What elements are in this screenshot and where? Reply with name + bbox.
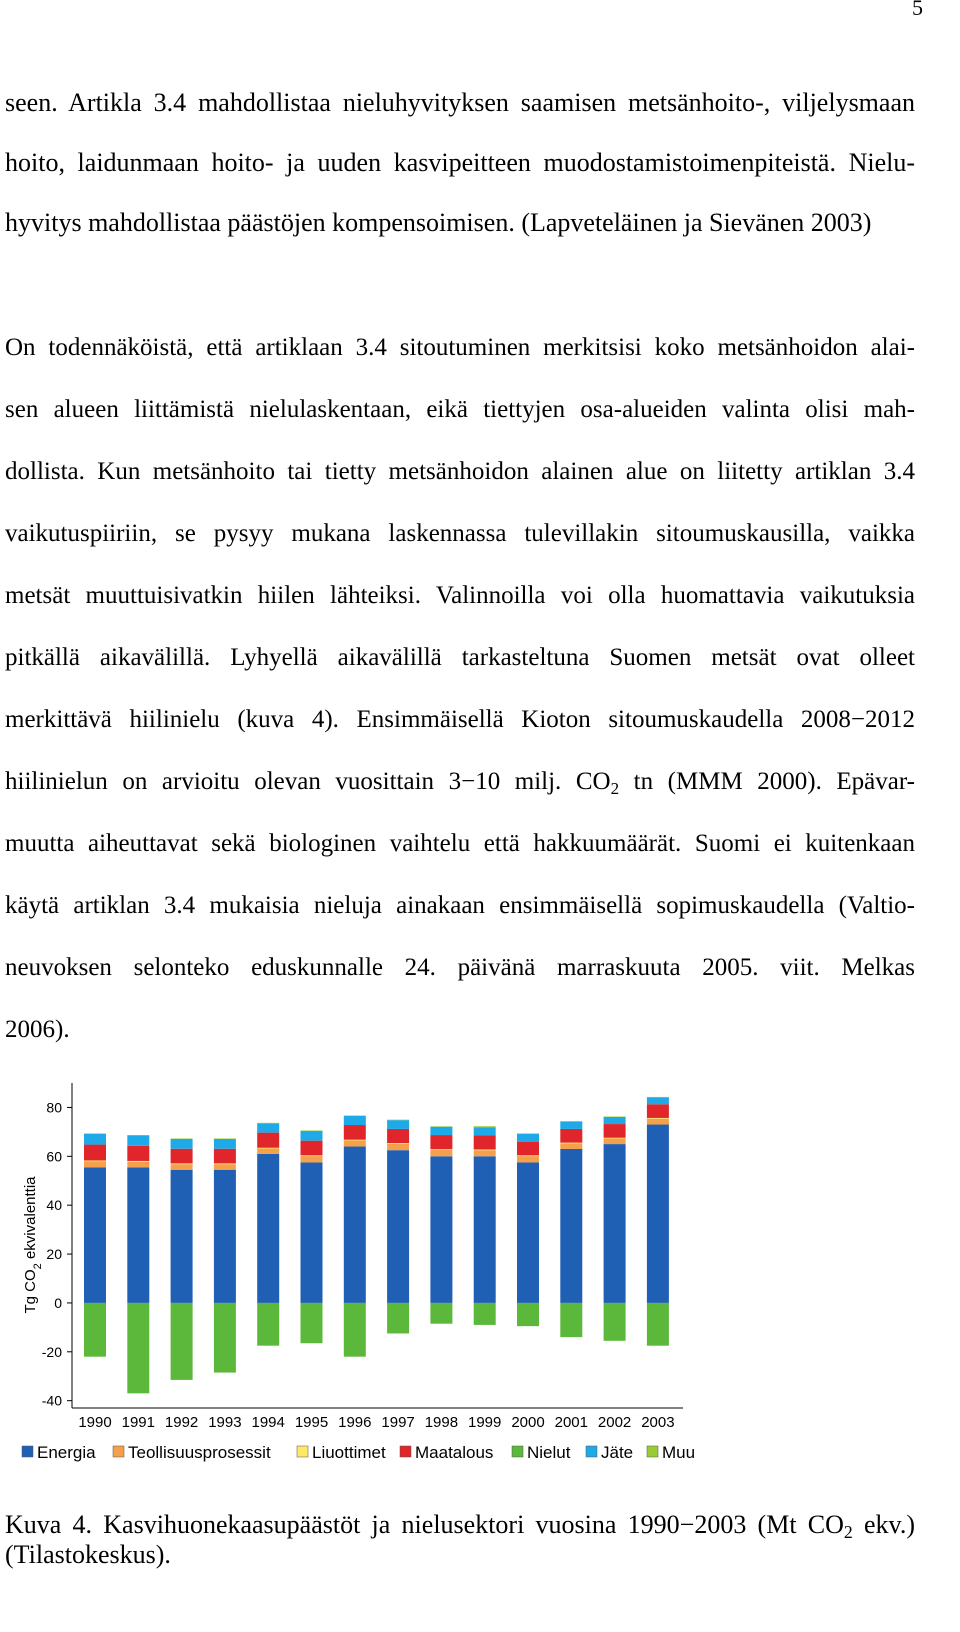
body-text-line: On todennäköistä, että artiklaan 3.4 sitoutuminen merkitsisi koko metsänhoidon alai- (5, 334, 915, 361)
x-labels (78, 1414, 674, 1431)
bar-nielut-2002 (604, 1303, 626, 1341)
bar-liuottimet-2002 (604, 1138, 626, 1139)
bar-energia-1996 (344, 1147, 366, 1303)
bar-nielut-1992 (171, 1303, 193, 1380)
bar-teollisuusprosessit-1991 (127, 1162, 149, 1168)
bar-jate-2002 (604, 1117, 626, 1124)
legend-swatch-liuottimet (297, 1446, 308, 1457)
text-segment: hiilinielun on arvioitu olevan vuosittain 3−10 milj. CO (5, 768, 611, 795)
bar-liuottimet-1996 (344, 1140, 366, 1141)
bar-nielut-1996 (344, 1303, 366, 1357)
bar-teollisuusprosessit-1998 (430, 1150, 452, 1156)
bar-nielut-2003 (647, 1303, 669, 1346)
bar-jate-1991 (127, 1136, 149, 1146)
body-text-line: neuvoksen selonteko eduskunnalle 24. päivänä marraskuuta 2005. viit. Melkas (5, 954, 915, 981)
bar-maatalous-2002 (604, 1124, 626, 1138)
body-text-line: käytä artiklan 3.4 mukaisia nieluja ainakaan ensimmäisellä sopimuskaudella (Valtio- (5, 892, 915, 919)
legend-swatch-muu (647, 1446, 658, 1457)
bar-nielut-1997 (387, 1303, 409, 1334)
bar-liuottimet-1993 (214, 1163, 236, 1164)
x-tick-label: 2001 (554, 1414, 588, 1431)
x-tick-label: 2003 (641, 1414, 675, 1431)
bar-nielut-2000 (517, 1303, 539, 1326)
bar-jate-2003 (647, 1097, 669, 1104)
text-segment: tn (MMM 2000). Epävar- (619, 768, 915, 795)
bar-teollisuusprosessit-2001 (560, 1143, 582, 1149)
bar-energia-2001 (560, 1149, 582, 1303)
figure-caption (5, 1509, 915, 1541)
x-tick-label: 1995 (294, 1414, 329, 1431)
x-tick-label: 2000 (511, 1414, 545, 1431)
bar-maatalous-1997 (387, 1129, 409, 1143)
body-text-line: vaikutuspiiriin, se pysyy mukana laskennassa tulevillakin sitoumuskausilla, vaikka (5, 520, 915, 547)
body-text-line: muutta aiheuttavat sekä biologinen vaihtelu että hakkuumäärät. Suomi ei kuitenkaan (5, 830, 915, 857)
x-tick-label: 1990 (78, 1414, 112, 1431)
legend-label: Jäte (601, 1443, 634, 1462)
bar-nielut-2001 (560, 1303, 582, 1337)
bar-jate-1993 (214, 1139, 236, 1149)
bar-nielut-1995 (301, 1303, 323, 1343)
x-tick-label: 1997 (381, 1414, 415, 1431)
y-ticks (42, 1099, 72, 1408)
x-tick-label: 2002 (597, 1414, 632, 1431)
bar-liuottimet-1991 (127, 1161, 149, 1162)
legend-label: Teollisuusprosessit (128, 1443, 271, 1462)
bar-maatalous-2001 (560, 1129, 582, 1143)
bar-jate-1995 (301, 1131, 323, 1141)
legend (22, 1443, 695, 1462)
legend-swatch-maatalous (400, 1446, 411, 1457)
bar-nielut-1990 (84, 1303, 106, 1357)
body-text-line: pitkällä aikavälillä. Lyhyellä aikavälillä tarkasteltuna Suomen metsät ovat olleet (5, 644, 915, 671)
y-tick-label: -40 (41, 1392, 62, 1409)
bar-liuottimet-1998 (430, 1149, 452, 1150)
body-text-line: 2006). (5, 1016, 70, 1043)
bar-maatalous-1996 (344, 1125, 366, 1140)
bar-liuottimet-2003 (647, 1118, 669, 1119)
bar-energia-1990 (84, 1167, 106, 1303)
bar-muu-1999 (474, 1126, 496, 1127)
bar-energia-1991 (127, 1167, 149, 1303)
bar-nielut-1998 (430, 1303, 452, 1324)
bar-liuottimet-2000 (517, 1155, 539, 1156)
bar-energia-1998 (430, 1156, 452, 1303)
bar-teollisuusprosessit-1995 (301, 1156, 323, 1162)
bar-liuottimet-1997 (387, 1143, 409, 1144)
bar-teollisuusprosessit-1992 (171, 1164, 193, 1170)
bar-maatalous-1991 (127, 1146, 149, 1161)
bar-energia-1999 (474, 1156, 496, 1303)
y-axis-label-subscript: 2 (32, 1263, 44, 1270)
bar-teollisuusprosessit-1997 (387, 1144, 409, 1150)
bar-teollisuusprosessit-1993 (214, 1164, 236, 1170)
bar-teollisuusprosessit-1996 (344, 1140, 366, 1146)
bar-energia-2002 (604, 1144, 626, 1303)
y-tick-label: 0 (54, 1294, 62, 1311)
bar-teollisuusprosessit-1999 (474, 1150, 496, 1156)
bar-maatalous-1992 (171, 1149, 193, 1164)
bar-liuottimet-2001 (560, 1143, 582, 1144)
body-text-line: sen alueen liittämistä nielulaskentaan, eikä tiettyjen osa-alueiden valinta olisi mah- (5, 396, 915, 423)
bar-maatalous-1999 (474, 1136, 496, 1150)
bar-energia-2000 (517, 1162, 539, 1303)
bar-energia-1995 (301, 1162, 323, 1303)
bar-jate-1992 (171, 1139, 193, 1149)
legend-swatch-jate (586, 1446, 597, 1457)
page-number: 5 (912, 0, 923, 20)
bar-teollisuusprosessit-2002 (604, 1138, 626, 1144)
bar-maatalous-1990 (84, 1145, 106, 1161)
bar-maatalous-1995 (301, 1141, 323, 1156)
x-tick-label: 1998 (424, 1414, 459, 1431)
legend-label: Muu (662, 1443, 696, 1462)
body-text-line: merkittävä hiilinielu (kuva 4). Ensimmäisellä Kioton sitoumuskaudella 2008−2012 (5, 706, 915, 733)
bar-nielut-1993 (214, 1303, 236, 1373)
bar-jate-1990 (84, 1134, 106, 1145)
bar-jate-1998 (430, 1127, 452, 1135)
bar-jate-2000 (517, 1134, 539, 1142)
x-tick-label: 1993 (208, 1414, 242, 1431)
y-axis-label-text: Tg CO (22, 1269, 39, 1314)
y-tick-label: 20 (46, 1246, 62, 1263)
figure-caption-source: (Tilastokeskus). (5, 1540, 171, 1569)
legend-swatch-nielut (512, 1446, 523, 1457)
legend-label: Nielut (527, 1443, 571, 1462)
y-tick-label: 80 (46, 1099, 62, 1116)
legend-swatch-teollisuusprosessit (113, 1446, 124, 1457)
bar-energia-1994 (257, 1154, 279, 1303)
bar-energia-2003 (647, 1125, 669, 1303)
subscript: 2 (843, 1521, 853, 1542)
caption-text: ekv.) (852, 1510, 915, 1539)
bar-maatalous-2003 (647, 1104, 669, 1118)
x-tick-label: 1996 (338, 1414, 372, 1431)
bar-jate-1994 (257, 1123, 279, 1132)
y-tick-label: 60 (46, 1148, 62, 1165)
legend-label: Liuottimet (312, 1443, 386, 1462)
bar-maatalous-1994 (257, 1133, 279, 1148)
bar-maatalous-2000 (517, 1142, 539, 1156)
bar-nielut-1999 (474, 1303, 496, 1325)
bar-energia-1993 (214, 1170, 236, 1303)
y-axis-label (22, 1176, 44, 1314)
bar-liuottimet-1990 (84, 1160, 106, 1161)
legend-label: Maatalous (415, 1443, 494, 1462)
bar-teollisuusprosessit-1994 (257, 1148, 279, 1153)
bar-teollisuusprosessit-2000 (517, 1156, 539, 1162)
body-text-line: hyvitys mahdollistaa päästöjen kompensoimisen. (Lapveteläinen ja Sievänen 2003) (5, 208, 872, 237)
x-tick-label: 1992 (164, 1414, 199, 1431)
bars (84, 1097, 669, 1393)
emissions-bar-chart (0, 1070, 720, 1490)
bar-maatalous-1993 (214, 1149, 236, 1164)
bar-maatalous-1998 (430, 1135, 452, 1149)
bar-jate-1997 (387, 1120, 409, 1129)
bar-jate-2001 (560, 1122, 582, 1129)
x-tick-label: 1994 (251, 1414, 285, 1431)
bar-energia-1997 (387, 1150, 409, 1303)
subscript: 2 (610, 778, 620, 798)
bar-nielut-1991 (127, 1303, 149, 1393)
bar-jate-1999 (474, 1127, 496, 1135)
bar-teollisuusprosessit-2003 (647, 1119, 669, 1125)
bar-nielut-1994 (257, 1303, 279, 1346)
bar-liuottimet-1995 (301, 1155, 323, 1156)
body-text-line: hoito, laidunmaan hoito- ja uuden kasvipeitteen muodostamistoimenpiteistä. Nielu- (5, 148, 915, 177)
caption-text: Kuva 4. Kasvihuonekaasupäästöt ja nielusektori vuosina 1990−2003 (Mt CO (5, 1510, 844, 1539)
bar-liuottimet-1999 (474, 1149, 496, 1150)
bar-energia-1992 (171, 1170, 193, 1303)
y-tick-label: 40 (46, 1197, 62, 1214)
y-axis-label-text: ekvivalenttia (22, 1176, 39, 1264)
x-tick-label: 1991 (121, 1414, 155, 1431)
body-text-line: seen. Artikla 3.4 mahdollistaa nieluhyvityksen saamisen metsänhoito-, viljelysmaan (5, 88, 915, 117)
bar-jate-1996 (344, 1116, 366, 1125)
bar-liuottimet-1992 (171, 1163, 193, 1164)
body-text-line: dollista. Kun metsänhoito tai tietty metsänhoidon alainen alue on liitetty artiklan 3.4 (5, 458, 915, 485)
body-text-line (5, 766, 915, 798)
bar-teollisuusprosessit-1990 (84, 1161, 106, 1167)
legend-label: Energia (37, 1443, 96, 1462)
legend-swatch-energia (22, 1446, 33, 1457)
y-tick-label: -20 (41, 1343, 62, 1360)
bar-liuottimet-1994 (257, 1148, 279, 1149)
body-text-line: metsät muuttuisivatkin hiilen lähteiksi. Valinnoilla voi olla huomattavia vaikutuksia (5, 582, 915, 609)
x-tick-label: 1999 (468, 1414, 502, 1431)
